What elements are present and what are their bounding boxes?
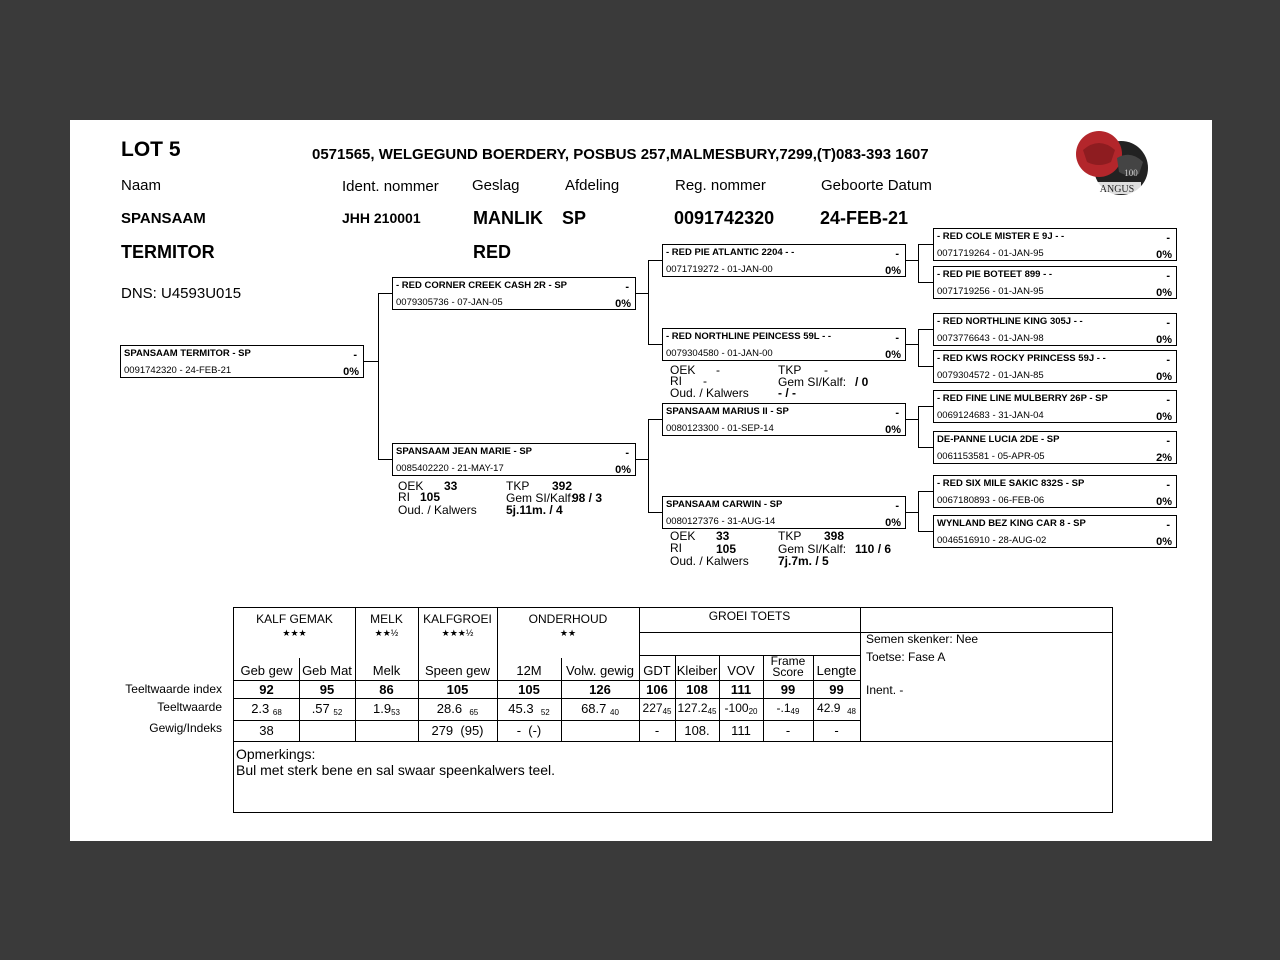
- tw-geb-mat: [299, 701, 355, 717]
- gg-2-pct: 0%: [1156, 287, 1172, 299]
- gg-3-reg: 0073776643 - 01-JAN-98: [937, 333, 1044, 344]
- dd-tkp-value: 398: [824, 529, 845, 543]
- row-label-gewig: Gewig/Indeks: [149, 721, 222, 735]
- pedigree-sire-sire: [662, 244, 906, 277]
- gg-6-reg: 0061153581 - 05-APR-05: [937, 451, 1045, 462]
- sd-oud-value: - / -: [778, 386, 796, 400]
- subject-reg: 0091742320 - 24-FEB-21: [124, 365, 232, 376]
- dam-name: SPANSAAM JEAN MARIE - SP: [396, 446, 533, 457]
- tw-12m: [497, 701, 561, 717]
- sd-oek-value: -: [716, 363, 720, 377]
- index-gdt: 106: [646, 682, 668, 697]
- gg-8-reg: 0046516910 - 28-AUG-02: [937, 535, 1047, 546]
- dam-oud-label: Oud. / Kalwers: [398, 503, 477, 517]
- col-geb-mat: Geb Mat: [302, 663, 352, 678]
- pedigree-gg-2: [933, 266, 1177, 299]
- tw-geb-gew: [234, 701, 299, 717]
- index-lengte: 99: [829, 682, 844, 697]
- pedigree-gg-8: [933, 515, 1177, 548]
- lot-number: LOT 5: [121, 138, 181, 161]
- dd-ri-label: RI: [670, 541, 682, 555]
- dd-tkp-label: TKP: [778, 529, 802, 543]
- ds-dash: -: [895, 407, 899, 419]
- gg-2-dash: -: [1166, 270, 1170, 282]
- gewig-frame-score: -: [785, 723, 791, 738]
- dd-pct: 0%: [885, 517, 901, 529]
- row-label-tw: Teeltwaarde: [157, 700, 222, 714]
- gg-2-name: - RED PIE BOTEET 899 - -: [937, 269, 1053, 280]
- tw-value: 28.6: [436, 701, 463, 716]
- gg-6-dash: -: [1166, 435, 1170, 447]
- naam-label: Naam: [121, 177, 162, 194]
- subject-name: SPANSAAM TERMITOR - SP: [124, 348, 251, 359]
- tw-acc: 45: [707, 707, 717, 716]
- dd-dash: -: [895, 500, 899, 512]
- tw-speen-gew: [418, 701, 497, 717]
- col-geb-gew: Geb gew: [240, 663, 293, 678]
- logo-year: 100: [1124, 168, 1138, 178]
- tw-acc: 40: [610, 708, 619, 717]
- group-groei-toets: GROEI TOETS: [708, 609, 791, 623]
- col-vov: VOV: [727, 663, 755, 678]
- gg-5-dash: -: [1166, 394, 1170, 406]
- remarks-text: Bul met sterk bene en sal swaar speenkalwers teel.: [236, 762, 556, 778]
- tw-vov: [719, 701, 763, 716]
- dam-oek-value: 33: [444, 479, 458, 493]
- group-kalf-gemak: KALF GEMAK: [256, 612, 333, 626]
- gewig-speen-gew: 279 (95): [431, 723, 484, 738]
- tw-acc: 49: [790, 707, 800, 716]
- sd-ri-value: -: [703, 374, 707, 388]
- semen-info: Semen skenker: Nee: [866, 632, 979, 646]
- gg-6-name: DE-PANNE LUCIA 2DE - SP: [937, 434, 1060, 445]
- tw-acc: 65: [469, 708, 479, 717]
- gg-3-name: - RED NORTHLINE KING 305J - -: [937, 316, 1083, 327]
- inent-info: Inent. -: [866, 683, 904, 697]
- group-melk: MELK: [370, 612, 403, 626]
- col-gdt: GDT: [643, 663, 671, 678]
- tw-kleiber: [675, 701, 719, 716]
- dam-dash: -: [625, 447, 629, 459]
- tw-value: 127.2: [677, 701, 708, 715]
- tw-acc: 20: [748, 707, 758, 716]
- tw-frame-score: [763, 701, 813, 716]
- index-geb-mat: 95: [319, 682, 335, 697]
- gg-5-name: - RED FINE LINE MULBERRY 26P - SP: [937, 393, 1108, 404]
- gg-2-reg: 0071719256 - 01-JAN-95: [937, 286, 1044, 297]
- gewig-kleiber: 108.: [684, 723, 710, 738]
- dns-value: DNS: U4593U015: [121, 285, 242, 302]
- ds-pct: 0%: [885, 424, 901, 436]
- index-12m: 105: [518, 682, 540, 697]
- tw-value: 42.9: [817, 701, 841, 715]
- ss-pct: 0%: [885, 265, 901, 277]
- sd-gem-value: / 0: [855, 375, 869, 389]
- subject-dash: -: [353, 349, 357, 361]
- pedigree-gg-4: [933, 350, 1177, 383]
- geboorte-value: 24-FEB-21: [820, 208, 909, 228]
- geslag-label: Geslag: [472, 177, 520, 194]
- tw-acc: 52: [540, 708, 550, 717]
- subject-pct: 0%: [343, 366, 359, 378]
- geslag-value: MANLIK: [473, 208, 543, 228]
- gg-4-reg: 0079304572 - 01-JAN-85: [937, 370, 1044, 381]
- index-frame-score: 99: [780, 682, 796, 697]
- tw-value: -.1: [776, 701, 791, 715]
- dam-gem-value: 98 / 3: [572, 491, 603, 505]
- reg-value: 0091742320: [674, 208, 775, 228]
- gg-6-pct: 2%: [1156, 452, 1172, 464]
- gewig-lengte: -: [834, 723, 839, 738]
- afdeling-label: Afdeling: [565, 177, 620, 194]
- group-kalfgroei: KALFGROEI: [423, 612, 492, 626]
- geboorte-label: Geboorte Datum: [821, 177, 932, 194]
- sd-oek-label: OEK: [670, 363, 696, 377]
- dd-gem-label: Gem SI/Kalf:: [778, 542, 847, 556]
- gg-7-reg: 0067180893 - 06-FEB-06: [937, 495, 1045, 506]
- stars-kalf: ★★★: [282, 628, 307, 638]
- col-12m: 12M: [516, 663, 542, 678]
- sire-reg: 0079305736 - 07-JAN-05: [396, 297, 503, 308]
- pedigree-gg-1: [933, 228, 1177, 261]
- tw-gdt: [639, 701, 675, 716]
- ds-name: SPANSAAM MARIUS II - SP: [666, 406, 789, 417]
- gg-7-pct: 0%: [1156, 496, 1172, 508]
- index-vov: 111: [730, 682, 752, 697]
- gewig-geb-gew: 38: [259, 723, 274, 738]
- gg-1-reg: 0071719264 - 01-JAN-95: [937, 248, 1044, 259]
- sire-pct: 0%: [615, 298, 631, 310]
- gg-8-dash: -: [1166, 519, 1170, 531]
- animal-name-2: TERMITOR: [121, 242, 215, 262]
- tw-value: .57: [311, 701, 330, 716]
- colour-value: RED: [473, 242, 512, 262]
- sire-name: - RED CORNER CREEK CASH 2R - SP: [396, 280, 568, 291]
- tw-volw-gewig: [561, 701, 639, 717]
- tw-acc: 52: [333, 708, 343, 717]
- pedigree-sire-dam: [662, 328, 906, 361]
- sd-dash: -: [895, 332, 899, 344]
- gg-8-name: WYNLAND BEZ KING CAR 8 - SP: [937, 518, 1086, 529]
- gewig-gdt: -: [654, 723, 660, 738]
- pedigree-gg-7: [933, 475, 1177, 508]
- remarks-label: Opmerkings:: [236, 746, 316, 762]
- col-speen-gew: Speen gew: [424, 663, 491, 678]
- dam-gem-label: Gem SI/Kalf:: [506, 491, 575, 505]
- sd-reg: 0079304580 - 01-JAN-00: [666, 348, 773, 359]
- ident-label: Ident. nommer: [342, 178, 439, 195]
- ident-value: JHH 210001: [342, 210, 421, 226]
- stars-melk: ★★½: [374, 628, 399, 638]
- sire-dash: -: [625, 281, 629, 293]
- gg-1-pct: 0%: [1156, 249, 1172, 261]
- gg-4-dash: -: [1166, 354, 1170, 366]
- dam-tkp-label: TKP: [506, 479, 530, 493]
- dd-oud-label: Oud. / Kalwers: [670, 554, 749, 568]
- tw-acc: 68: [272, 708, 282, 717]
- gg-4-name: - RED KWS ROCKY PRINCESS 59J - -: [937, 353, 1106, 364]
- tw-acc: 48: [847, 707, 856, 716]
- stars-onderhoud: ★★: [559, 628, 577, 638]
- animal-name-1: SPANSAAM: [121, 210, 206, 227]
- col-melk: Melk: [372, 663, 401, 678]
- gg-8-pct: 0%: [1156, 536, 1172, 548]
- index-kleiber: 108: [686, 682, 708, 697]
- index-melk: 86: [379, 682, 394, 697]
- pedigree-gg-5: [933, 390, 1177, 423]
- dam-ri-label: RI: [398, 490, 410, 504]
- tw-lengte: [813, 701, 860, 716]
- pedigree-dam-sire: [662, 403, 906, 436]
- dd-reg: 0080127376 - 31-AUG-14: [666, 516, 776, 527]
- dd-oek-label: OEK: [670, 529, 696, 543]
- row-label-index: Teeltwaarde index: [125, 682, 222, 696]
- gg-7-name: - RED SIX MILE SAKIC 832S - SP: [937, 478, 1085, 489]
- logo-text: ANGUS: [1099, 184, 1135, 195]
- sd-pct: 0%: [885, 349, 901, 361]
- pedigree-sire: [392, 277, 636, 310]
- gg-7-dash: -: [1166, 479, 1170, 491]
- tw-value: 1.9: [373, 701, 392, 716]
- dam-oud-value: 5j.11m. / 4: [506, 503, 563, 517]
- breeding-values-table: [233, 607, 1113, 813]
- col-kleiber: Kleiber: [676, 663, 718, 678]
- sd-ri-label: RI: [670, 374, 682, 388]
- sd-tkp-value: -: [824, 363, 828, 377]
- gg-5-reg: 0069124683 - 31-JAN-04: [937, 410, 1044, 421]
- dam-tkp-value: 392: [552, 479, 573, 493]
- afdeling-value: SP: [562, 208, 587, 228]
- dd-gem-value: 110 / 6: [855, 542, 892, 556]
- group-onderhoud: ONDERHOUD: [528, 612, 608, 626]
- pedigree-gg-6: [933, 431, 1177, 464]
- col-frame-score: Frame Score: [770, 654, 806, 679]
- toetse-info: Toetse: Fase A: [866, 650, 946, 664]
- ss-name: - RED PIE ATLANTIC 2204 - -: [666, 247, 795, 258]
- breeder-line: 0571565, WELGEGUND BOERDERY, POSBUS 257,MALMESBURY,7299,(T)083-393 1607: [312, 146, 929, 163]
- gg-1-name: - RED COLE MISTER E 9J - -: [937, 231, 1065, 242]
- sd-name: - RED NORTHLINE PEINCESS 59L - -: [666, 331, 832, 342]
- sd-oud-label: Oud. / Kalwers: [670, 386, 749, 400]
- index-volw-gewig: 126: [589, 682, 611, 697]
- tw-acc: 45: [662, 707, 672, 716]
- reg-label: Reg. nommer: [675, 177, 766, 194]
- pedigree-subject: [120, 345, 364, 378]
- tw-value: 45.3: [508, 701, 534, 716]
- tw-acc: 53: [391, 708, 400, 717]
- stars-kalfgroei: ★★★½: [441, 628, 474, 638]
- tw-value: 2.3: [251, 701, 270, 716]
- dam-reg: 0085402220 - 21-MAY-17: [396, 463, 504, 474]
- dd-oek-value: 33: [716, 529, 730, 543]
- gewig-12m: - (-): [516, 723, 542, 738]
- gg-4-pct: 0%: [1156, 371, 1172, 383]
- gg-1-dash: -: [1166, 232, 1170, 244]
- tw-value: -100: [724, 701, 749, 715]
- tw-value: 227: [642, 701, 663, 715]
- col-lengte: Lengte: [816, 663, 857, 678]
- gg-5-pct: 0%: [1156, 411, 1172, 423]
- pedigree-dam: [392, 443, 636, 476]
- sd-gem-label: Gem SI/Kalf:: [778, 375, 847, 389]
- dd-ri-value: 105: [716, 542, 737, 556]
- index-geb-gew: 92: [259, 682, 274, 697]
- gg-3-pct: 0%: [1156, 334, 1172, 346]
- dd-name: SPANSAAM CARWIN - SP: [666, 499, 783, 510]
- dd-oud-value: 7j.7m. / 5: [778, 554, 829, 568]
- ss-dash: -: [895, 248, 899, 260]
- dam-ri-value: 105: [420, 490, 441, 504]
- gg-3-dash: -: [1166, 317, 1170, 329]
- dam-oek-label: OEK: [398, 479, 424, 493]
- tw-melk: [355, 701, 418, 717]
- ds-reg: 0080123300 - 01-SEP-14: [666, 423, 774, 434]
- gewig-vov: 111: [731, 723, 751, 738]
- tw-value: 68.7: [581, 701, 607, 716]
- pedigree-gg-3: [933, 313, 1177, 346]
- ss-reg: 0071719272 - 01-JAN-00: [666, 264, 773, 275]
- sd-tkp-label: TKP: [778, 363, 802, 377]
- pedigree-dam-dam: [662, 496, 906, 529]
- col-volw-gewig: Volw. gewig: [566, 663, 634, 678]
- index-speen-gew: 105: [446, 682, 469, 697]
- angus-logo: [1073, 128, 1151, 200]
- dam-pct: 0%: [615, 464, 631, 476]
